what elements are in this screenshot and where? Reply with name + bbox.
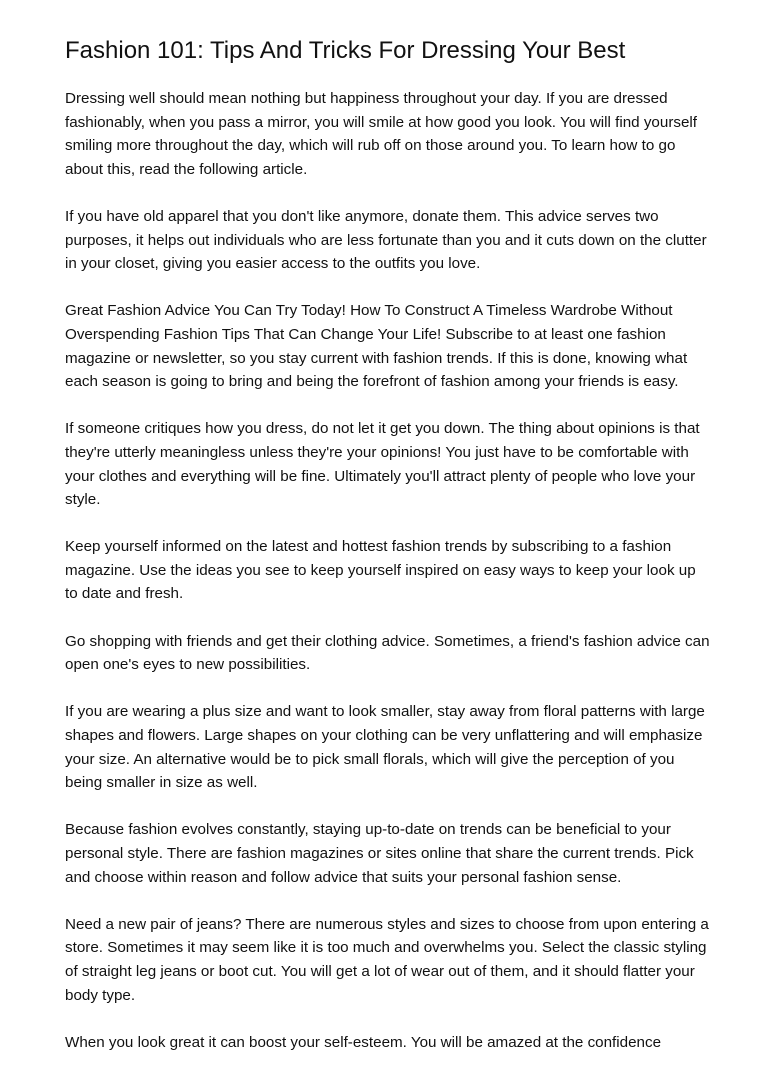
paragraph-critiques: If someone critiques how you dress, do not let it get you down. The thing about opinions is that they're utterly meaningless unless they're your opinions! You just have to be comfortable with your clothes and everything will be fine. Ultimately you'll attract plenty of people who love your style.: [65, 420, 700, 509]
document-page: [65, 37, 710, 1078]
paragraph-plus-size: If you are wearing a plus size and want to look smaller, stay away from floral patterns with large shapes and flowers. Large shapes on your clothing can be very unflattering and will emphasize your size. An alternative would be to pick small florals, which will give the perception of you being smaller in size as well.: [65, 703, 705, 792]
paragraph-fashion-evolves: Because fashion evolves constantly, staying up-to-date on trends can be beneficial to your personal style. There are fashion magazines or sites online that share the current trends. Pick and choose within reason and follow advice that suits your personal fashion sense.: [65, 821, 694, 886]
paragraph-self-esteem: When you look great it can boost your self-esteem. You will be amazed at the confidence: [65, 1033, 662, 1051]
document-title: Fashion 101: Tips And Tricks For Dressing Your Best: [65, 37, 626, 64]
paragraph-stay-informed: Keep yourself informed on the latest and hottest fashion trends by subscribing to a fashion magazine. Use the ideas you see to keep yourself inspired on easy ways to keep your look up to date and fresh.: [65, 538, 696, 603]
paragraph-intro: Dressing well should mean nothing but happiness throughout your day. If you are dressed fashionably, when you pass a mirror, you will smile at how good you look. You will find yourself smiling more throughout the day, which will rub off on those around you. To learn how to go about this, read the following article.: [65, 90, 698, 178]
paragraph-donate-apparel: If you have old apparel that you don't like anymore, donate them. This advice serves two purposes, it helps out individuals who are less fortunate than you and it cuts down on the clutter in your closet, giving you easier access to the outfits you love.: [65, 207, 707, 273]
paragraph-jeans: Need a new pair of jeans? There are numerous styles and sizes to choose from upon entering a store. Sometimes it may seem like it is too much and overwhelms you. Select the classic styling of straight leg jeans or boot cut. You will get a lot of wear out of them, and it should flatter your body type.: [65, 915, 709, 1004]
paragraph-shop-with-friends: Go shopping with friends and get their clothing advice. Sometimes, a friend's fashion advice can open one's eyes to new possibilities.: [65, 632, 710, 674]
paragraph-subscribe-magazine: Great Fashion Advice You Can Try Today! How To Construct A Timeless Wardrobe Without Overspending Fashion Tips That Can Change Your Life! Subscribe to at least one fashion magazine or newsletter, so you stay current with fashion trends. If this is done, knowing what each season is going to bring and being the forefront of fashion among your friends is easy.: [65, 302, 688, 391]
